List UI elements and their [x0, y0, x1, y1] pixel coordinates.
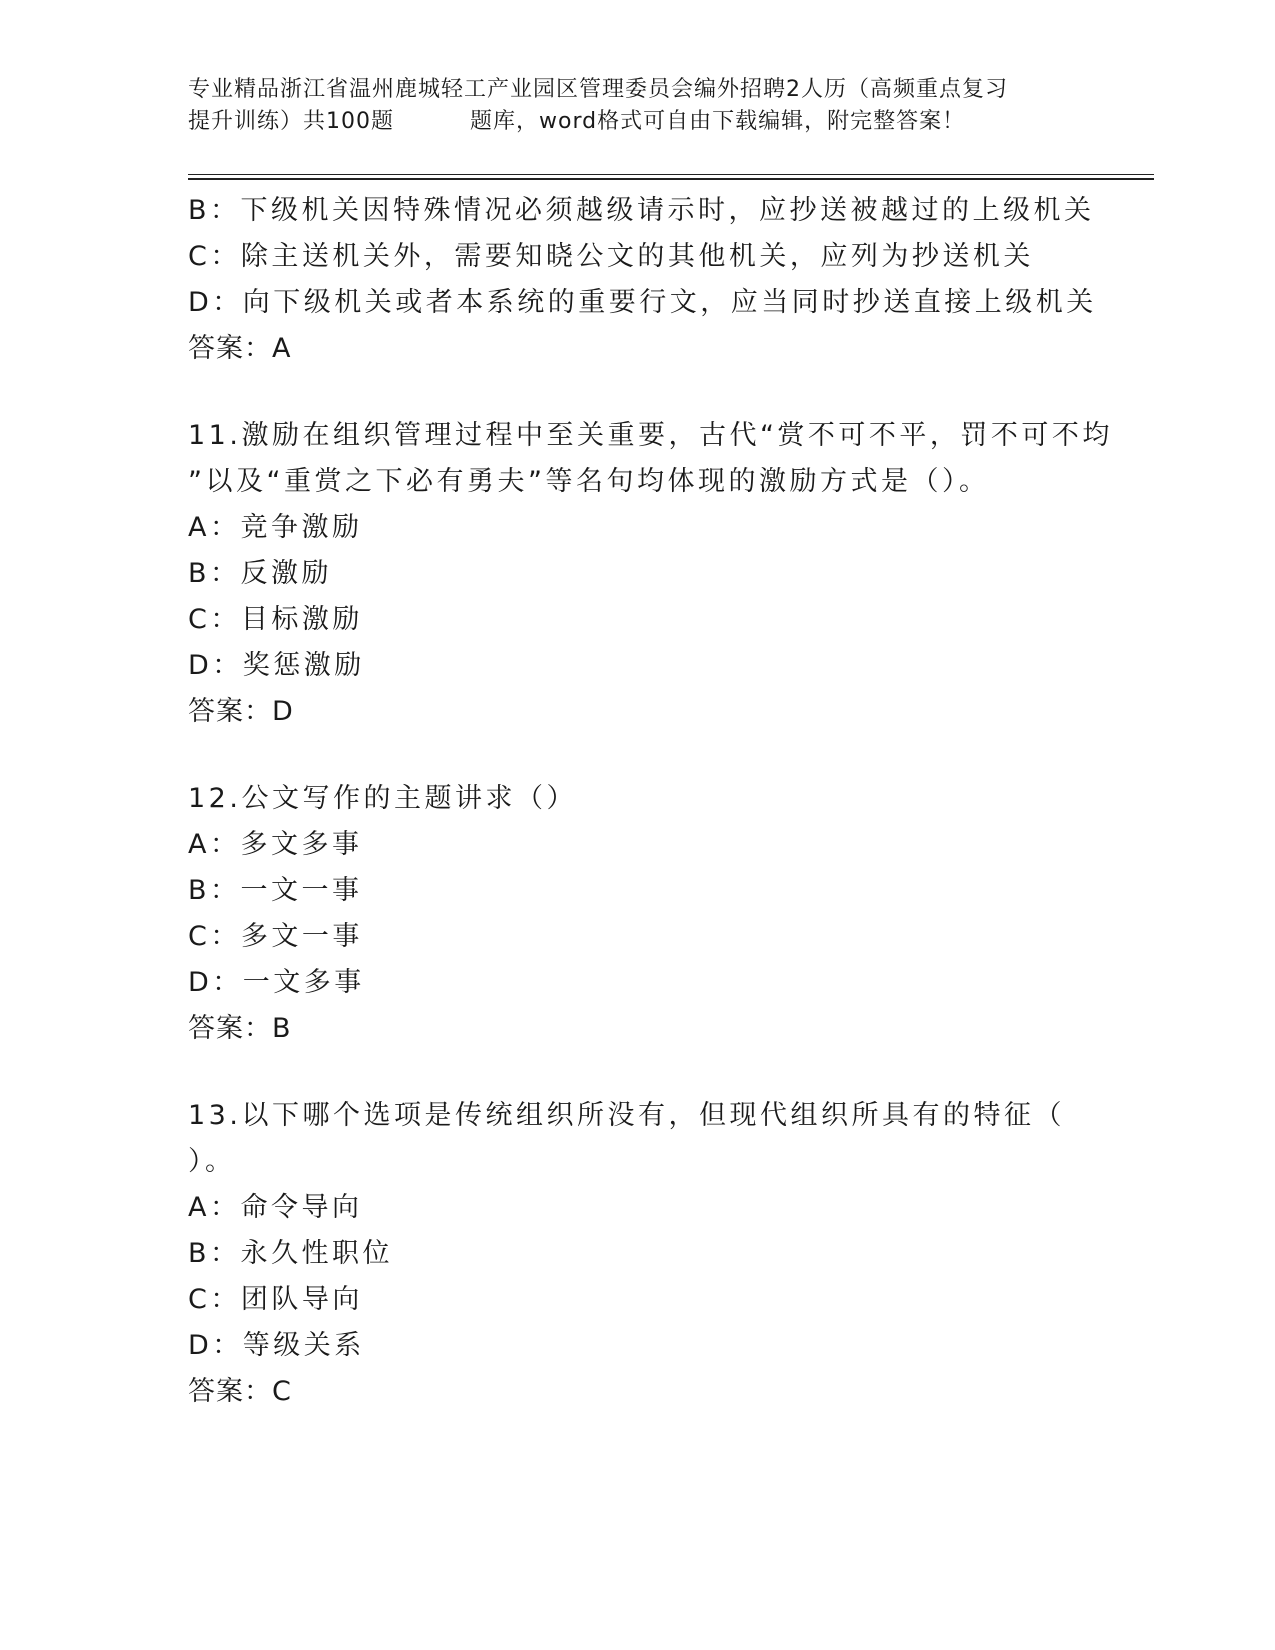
question-block-11	[188, 413, 1113, 735]
answer-line: 答案：D	[188, 696, 294, 727]
option-c: C：除主送机关外，需要知晓公文的其他机关，应列为抄送机关	[188, 241, 1034, 272]
option-d: D：等级关系	[188, 1330, 365, 1361]
header-title-line-2	[188, 106, 1088, 138]
question-stem-line-1: 12.公文写作的主题讲求（）	[188, 783, 577, 814]
question-stem-line-2: ”以及“重赏之下必有勇夫”等名句均体现的激励方式是（）。	[188, 466, 990, 497]
option-a: A：多文多事	[188, 829, 363, 860]
option-b: B：下级机关因特殊情况必须越级请示时，应抄送被越过的上级机关	[188, 195, 1095, 226]
option-a: A：命令导向	[188, 1192, 363, 1223]
option-b: B：一文一事	[188, 875, 363, 906]
question-stem-line-1: 13.以下哪个选项是传统组织所没有，但现代组织所具有的特征（	[188, 1100, 1065, 1131]
option-c: C：团队导向	[188, 1284, 363, 1315]
question-block-12	[188, 776, 1088, 1052]
option-c: C：目标激励	[188, 604, 363, 635]
question-body	[188, 188, 1113, 1415]
question-block-13	[188, 1093, 1088, 1415]
question-stem-line-1: 11.激励在组织管理过程中至关重要，古代“赏不可不平，罚不可不均	[188, 420, 1113, 451]
question-block-prev	[188, 188, 1097, 372]
header-title-line-2-left: 提升训练）共100题	[188, 109, 394, 134]
option-b: B：永久性职位	[188, 1238, 394, 1269]
header-divider-thick	[188, 178, 1154, 180]
header-divider-thin	[188, 174, 1154, 175]
option-d: D：一文多事	[188, 967, 365, 998]
header-title-line-1: 专业精品浙江省温州鹿城轻工产业园区管理委员会编外招聘2人历（高频重点复习	[188, 77, 1008, 102]
option-b: B：反激励	[188, 558, 333, 589]
answer-line: 答案：C	[188, 1376, 292, 1407]
option-d: D：奖惩激励	[188, 650, 365, 681]
header-title-line-2-right: 题库，word格式可自由下载编辑，附完整答案！	[470, 109, 966, 134]
option-c: C：多文一事	[188, 921, 363, 952]
option-a: A：竞争激励	[188, 512, 363, 543]
answer-line: 答案：A	[188, 333, 292, 364]
answer-line: 答案：B	[188, 1013, 292, 1044]
option-d: D：向下级机关或者本系统的重要行文，应当同时抄送直接上级机关	[188, 287, 1097, 318]
document-header	[188, 74, 1088, 138]
question-stem-line-2: ）。	[188, 1146, 236, 1177]
